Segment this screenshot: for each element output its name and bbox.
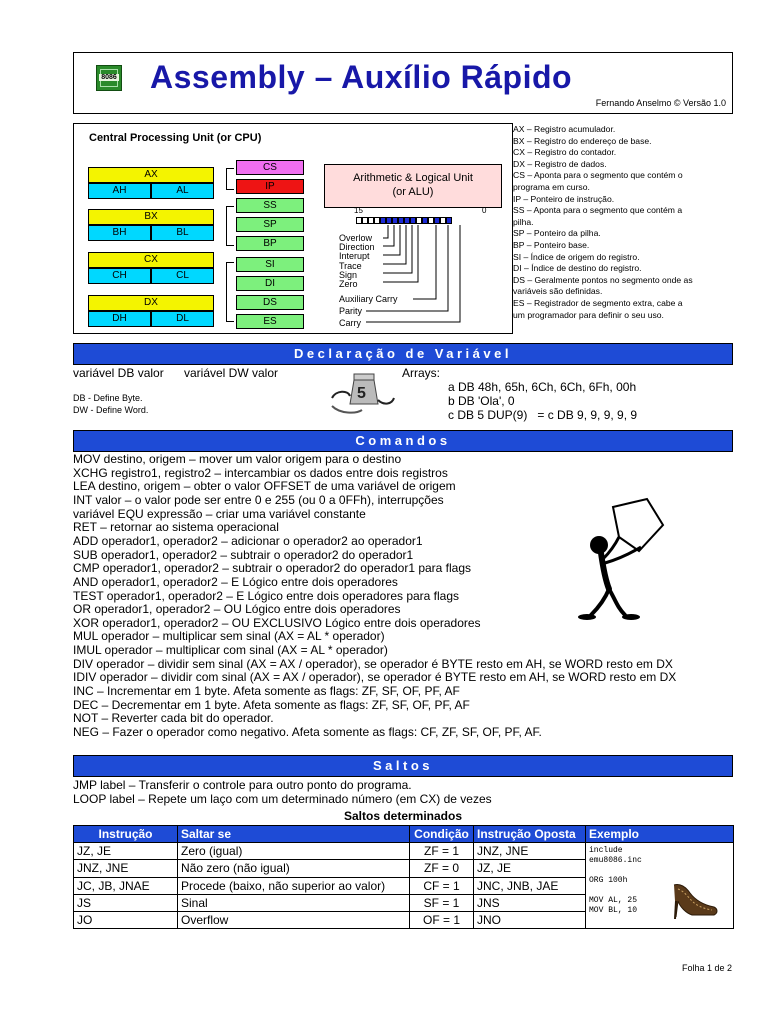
command-line: NEG – Fazer o operador como negativo. Afeta somente as flags: CF, ZF, SF, OF, PF, AF. [73,725,542,739]
register-ax: AX [88,167,214,183]
flag-overflow-label: Overlow [339,233,373,243]
legend-line: variáveis são definidas. [513,286,603,297]
opposite-cell: JNS [474,894,586,911]
jmp-description: JMP label – Transferir o controle para outro ponto do programa. [73,778,412,792]
command-line: DIV operador – dividir sem sinal (AX = AX / operador), se operador é BYTE resto em AH, se WORD resto em DX [73,656,673,671]
example-line: MOV BL, 10 [589,906,638,916]
command-line: MUL operador – multiplicar sem sinal (AX = AL * operador) [73,629,385,644]
register-di: DI [236,276,304,291]
command-line: INT valor – o valor pode ser entre 0 e 255 (ou 0 a 0FFh), interrupções [73,492,444,507]
high-heel-shoe-image [670,879,720,921]
command-line: IMUL operador – multiplicar com sinal (AX = AL * operador) [73,643,388,658]
arrays-label: Arrays: [402,366,441,380]
legend-line: IP – Ponteiro de instrução. [513,193,615,204]
condition-cell: OF = 1 [410,911,474,928]
section-bar-declaracao: Declaração de Variável [73,343,733,365]
cpu-chip-icon [96,65,122,91]
example-line: include [589,846,623,856]
command-line: IDIV operador – dividir com sinal (AX = AX / operador), se operador é BYTE resto em AH, se WORD resto em DX [73,670,677,685]
command-line: AND operador1, operador2 – E Lógico entre dois operadores [73,574,398,589]
array-c: c DB 5 DUP(9) = c DB 9, 9, 9, 9, 9 [448,408,638,422]
flag-interrupt-label: Interupt [339,251,370,261]
author-version: Fernando Anselmo © Versão 1.0 [595,98,726,108]
array-a: a DB 48h, 65h, 6Ch, 6Ch, 6Fh, 00h [448,380,637,394]
example-line: MOV AL, 25 [589,896,638,906]
svg-text:5: 5 [357,385,366,402]
instruction-cell: JC, JB, JNAE [74,877,178,894]
example-line: emu8086.inc [589,856,642,866]
jump-table [73,825,734,929]
register-ip: IP [236,179,304,194]
db-note: DB - Define Byte. [73,393,143,403]
jump-if-cell: Não zero (não igual) [178,860,410,877]
flag-direction-label: Direction [339,242,375,252]
legend-line: SS – Aponta para o segmento que contém a [513,205,683,216]
command-line: TEST operador1, operador2 – E Lógico entre dois operadores para flags [73,588,460,603]
instruction-cell: JO [74,911,178,928]
header-exemplo: Exemplo [586,826,734,843]
command-line: DEC – Decrementar em 1 byte. Afeta somente as flags: ZF, SF, OF, PF, AF [73,697,470,712]
bit-0-label: 0 [482,206,487,215]
table-row [74,843,734,860]
register-ah: AH [88,183,151,199]
command-line: CMP operador1, operador2 – subtrair o operador2 do operador1 para flags [73,561,472,576]
command-line: XCHG registro1, registro2 – intercambiar os dados entre dois registros [73,465,448,480]
register-cl: CL [151,268,214,284]
jump-table-header [74,826,734,843]
legend-line: CX – Registro do contador. [513,147,617,158]
cpu-diagram-title: Central Processing Unit (or CPU) [89,132,262,144]
opposite-cell: JNC, JNB, JAE [474,877,586,894]
cpu-diagram [73,123,513,334]
register-cs: CS [236,160,304,175]
header-condicao: Condição [410,826,474,843]
jump-table-title: Saltos determinados [343,809,463,823]
register-ss: SS [236,198,304,213]
instruction-cell: JZ, JE [74,843,178,860]
header-saltar-se: Saltar se [178,826,410,843]
flag-zero-label: Zero [339,279,358,289]
legend-line: DX – Registro de dados. [513,158,607,169]
alu-title: Arithmetic & Logical Unit [353,172,473,184]
example-cell [586,843,734,929]
example-line: ORG 100h [589,876,628,886]
header-box [73,52,733,114]
condition-cell: ZF = 0 [410,860,474,877]
opposite-cell: JNZ, JNE [474,843,586,860]
command-line: INC – Incrementar em 1 byte. Afeta somente as flags: ZF, SF, OF, PF, AF [73,684,460,699]
stick-figure-illustration [575,497,675,621]
register-bl: BL [151,225,214,241]
command-line: variável EQU expressão – criar uma variável constante [73,506,366,521]
legend-line: BP – Ponteiro base. [513,239,590,250]
chip-label: 8086 [99,74,119,81]
legend-line: ES – Registrador de segmento extra, cabe a [513,297,683,308]
register-es: ES [236,314,304,329]
register-al: AL [151,183,214,199]
register-ds: DS [236,295,304,310]
legend-line: um programador para definir o seu uso. [513,309,664,320]
command-line: OR operador1, operador2 – OU Lógico entre dois operadores [73,602,401,617]
jump-if-cell: Sinal [178,894,410,911]
header-instrucao-oposta: Instrução Oposta [474,826,586,843]
command-line: MOV destino, origem – mover um valor origem para o destino [73,452,402,466]
dw-note: DW - Define Word. [73,405,149,415]
section-bar-saltos: Saltos [73,755,733,777]
legend-line: SP – Ponteiro da pilha. [513,228,601,239]
register-bx: BX [88,209,214,225]
alu-subtitle: (or ALU) [392,186,434,198]
command-line: XOR operador1, operador2 – OU EXCLUSIVO Lógico entre dois operadores [73,615,481,630]
register-sp: SP [236,217,304,232]
condition-cell: ZF = 1 [410,843,474,860]
command-line: NOT – Reverter cada bit do operador. [73,711,274,726]
jump-if-cell: Zero (igual) [178,843,410,860]
register-dh: DH [88,311,151,327]
register-si: SI [236,257,304,272]
register-bh: BH [88,225,151,241]
section-bar-comandos: Comandos [73,430,733,452]
db-syntax: variável DB valor [73,366,164,380]
legend-line: pilha. [513,216,534,227]
flag-auxiliary-carry-label: Auxiliary Carry [339,294,398,304]
command-line: SUB operador1, operador2 – subtrair o operador2 do operador1 [73,547,414,562]
flag-carry-label: Carry [339,318,361,328]
condition-cell: SF = 1 [410,894,474,911]
register-cx: CX [88,252,214,268]
legend-line: BX – Registro do endereço de base. [513,135,652,146]
command-line: LEA destino, origem – obter o valor OFFSET de uma variável de origem [73,479,456,494]
register-legend [513,124,737,321]
jump-if-cell: Overflow [178,911,410,928]
flag-sign-label: Sign [339,270,358,280]
jump-if-cell: Procede (baixo, não superior ao valor) [178,877,410,894]
register-dl: DL [151,311,214,327]
dw-syntax: variável DW valor [184,366,279,380]
instruction-cell: JNZ, JNE [74,860,178,877]
page-footer: Folha 1 de 2 [681,963,732,973]
command-line: RET – retornar ao sistema operacional [73,520,279,535]
opposite-cell: JZ, JE [474,860,586,877]
legend-line: CS – Aponta para o segmento que contém o [513,170,683,181]
legend-line: SI – Índice de origem do registro. [513,251,640,262]
page-title: Assembly – Auxílio Rápido [150,59,573,95]
header-instrucao: Instrução [74,826,178,843]
legend-line: AX – Registro acumulador. [513,124,616,134]
register-ch: CH [88,268,151,284]
condition-cell: CF = 1 [410,877,474,894]
instruction-cell: JS [74,894,178,911]
register-dx: DX [88,295,214,311]
bit-15-label: 15 [354,206,363,215]
loop-description: LOOP label – Repete um laço com um determinado número (em CX) de vezes [73,792,492,806]
flag-parity-label: Parity [339,306,363,316]
legend-line: DI – Índice de destino do registro. [513,263,642,274]
legend-line: DS – Geralmente pontos no segmento onde as [513,274,693,285]
flag-trace-label: Trace [339,261,362,271]
variable-box-icon [326,364,398,419]
array-b: b DB 'Ola', 0 [448,394,515,408]
flag-connector-lines [74,124,514,335]
opposite-cell: JNO [474,911,586,928]
command-line: ADD operador1, operador2 – adicionar o operador2 ao operador1 [73,533,423,548]
legend-line: programa em curso. [513,181,590,192]
register-bp: BP [236,236,304,251]
